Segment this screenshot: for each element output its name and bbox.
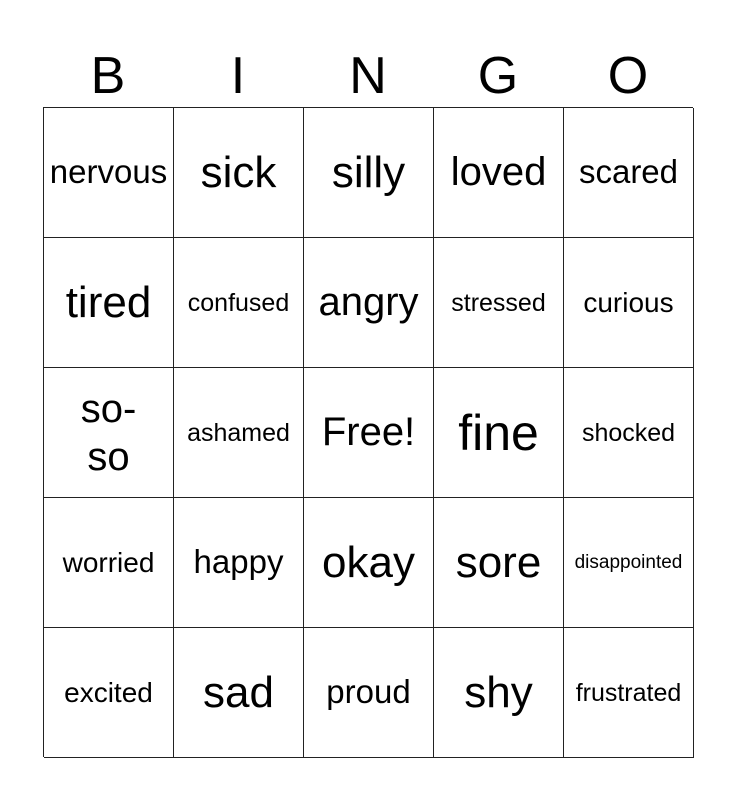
bingo-cell-r1-c1[interactable]: nervous [44, 108, 174, 238]
bingo-board [43, 107, 693, 757]
bingo-cell-r4-c4[interactable]: sore [434, 498, 564, 628]
bingo-cell-r5-c4[interactable]: shy [434, 628, 564, 758]
bingo-cell-r5-c3[interactable]: proud [304, 628, 434, 758]
bingo-cell-r5-c2[interactable]: sad [174, 628, 304, 758]
bingo-cell-r1-c2[interactable]: sick [174, 108, 304, 238]
bingo-cell-r2-c4[interactable]: stressed [434, 238, 564, 368]
bingo-cell-r2-c3[interactable]: angry [304, 238, 434, 368]
bingo-cell-r5-c5[interactable]: frustrated [564, 628, 694, 758]
bingo-cell-r1-c5[interactable]: scared [564, 108, 694, 238]
bingo-cell-r4-c5[interactable]: disappointed [564, 498, 694, 628]
bingo-cell-r3-c5[interactable]: shocked [564, 368, 694, 498]
bingo-cell-r4-c2[interactable]: happy [174, 498, 304, 628]
bingo-cell-r4-c3[interactable]: okay [304, 498, 434, 628]
bingo-cell-r1-c4[interactable]: loved [434, 108, 564, 238]
bingo-cell-r3-c2[interactable]: ashamed [174, 368, 304, 498]
bingo-cell-r4-c1[interactable]: worried [44, 498, 174, 628]
bingo-cell-r1-c3[interactable]: silly [304, 108, 434, 238]
bingo-cell-r5-c1[interactable]: excited [44, 628, 174, 758]
bingo-header [43, 44, 693, 108]
bingo-cell-r2-c2[interactable]: confused [174, 238, 304, 368]
header-letter-o: O [607, 47, 649, 105]
bingo-cell-r3-c3[interactable]: Free! [304, 368, 434, 498]
header-letter-g: G [477, 47, 519, 105]
bingo-cell-r3-c1[interactable]: so-so [44, 368, 174, 498]
bingo-cell-r2-c5[interactable]: curious [564, 238, 694, 368]
bingo-cell-r3-c4[interactable]: fine [434, 368, 564, 498]
header-letter-i: I [230, 47, 246, 105]
header-letter-b: B [90, 47, 126, 105]
bingo-cell-r2-c1[interactable]: tired [44, 238, 174, 368]
header-letter-n: N [349, 47, 387, 105]
